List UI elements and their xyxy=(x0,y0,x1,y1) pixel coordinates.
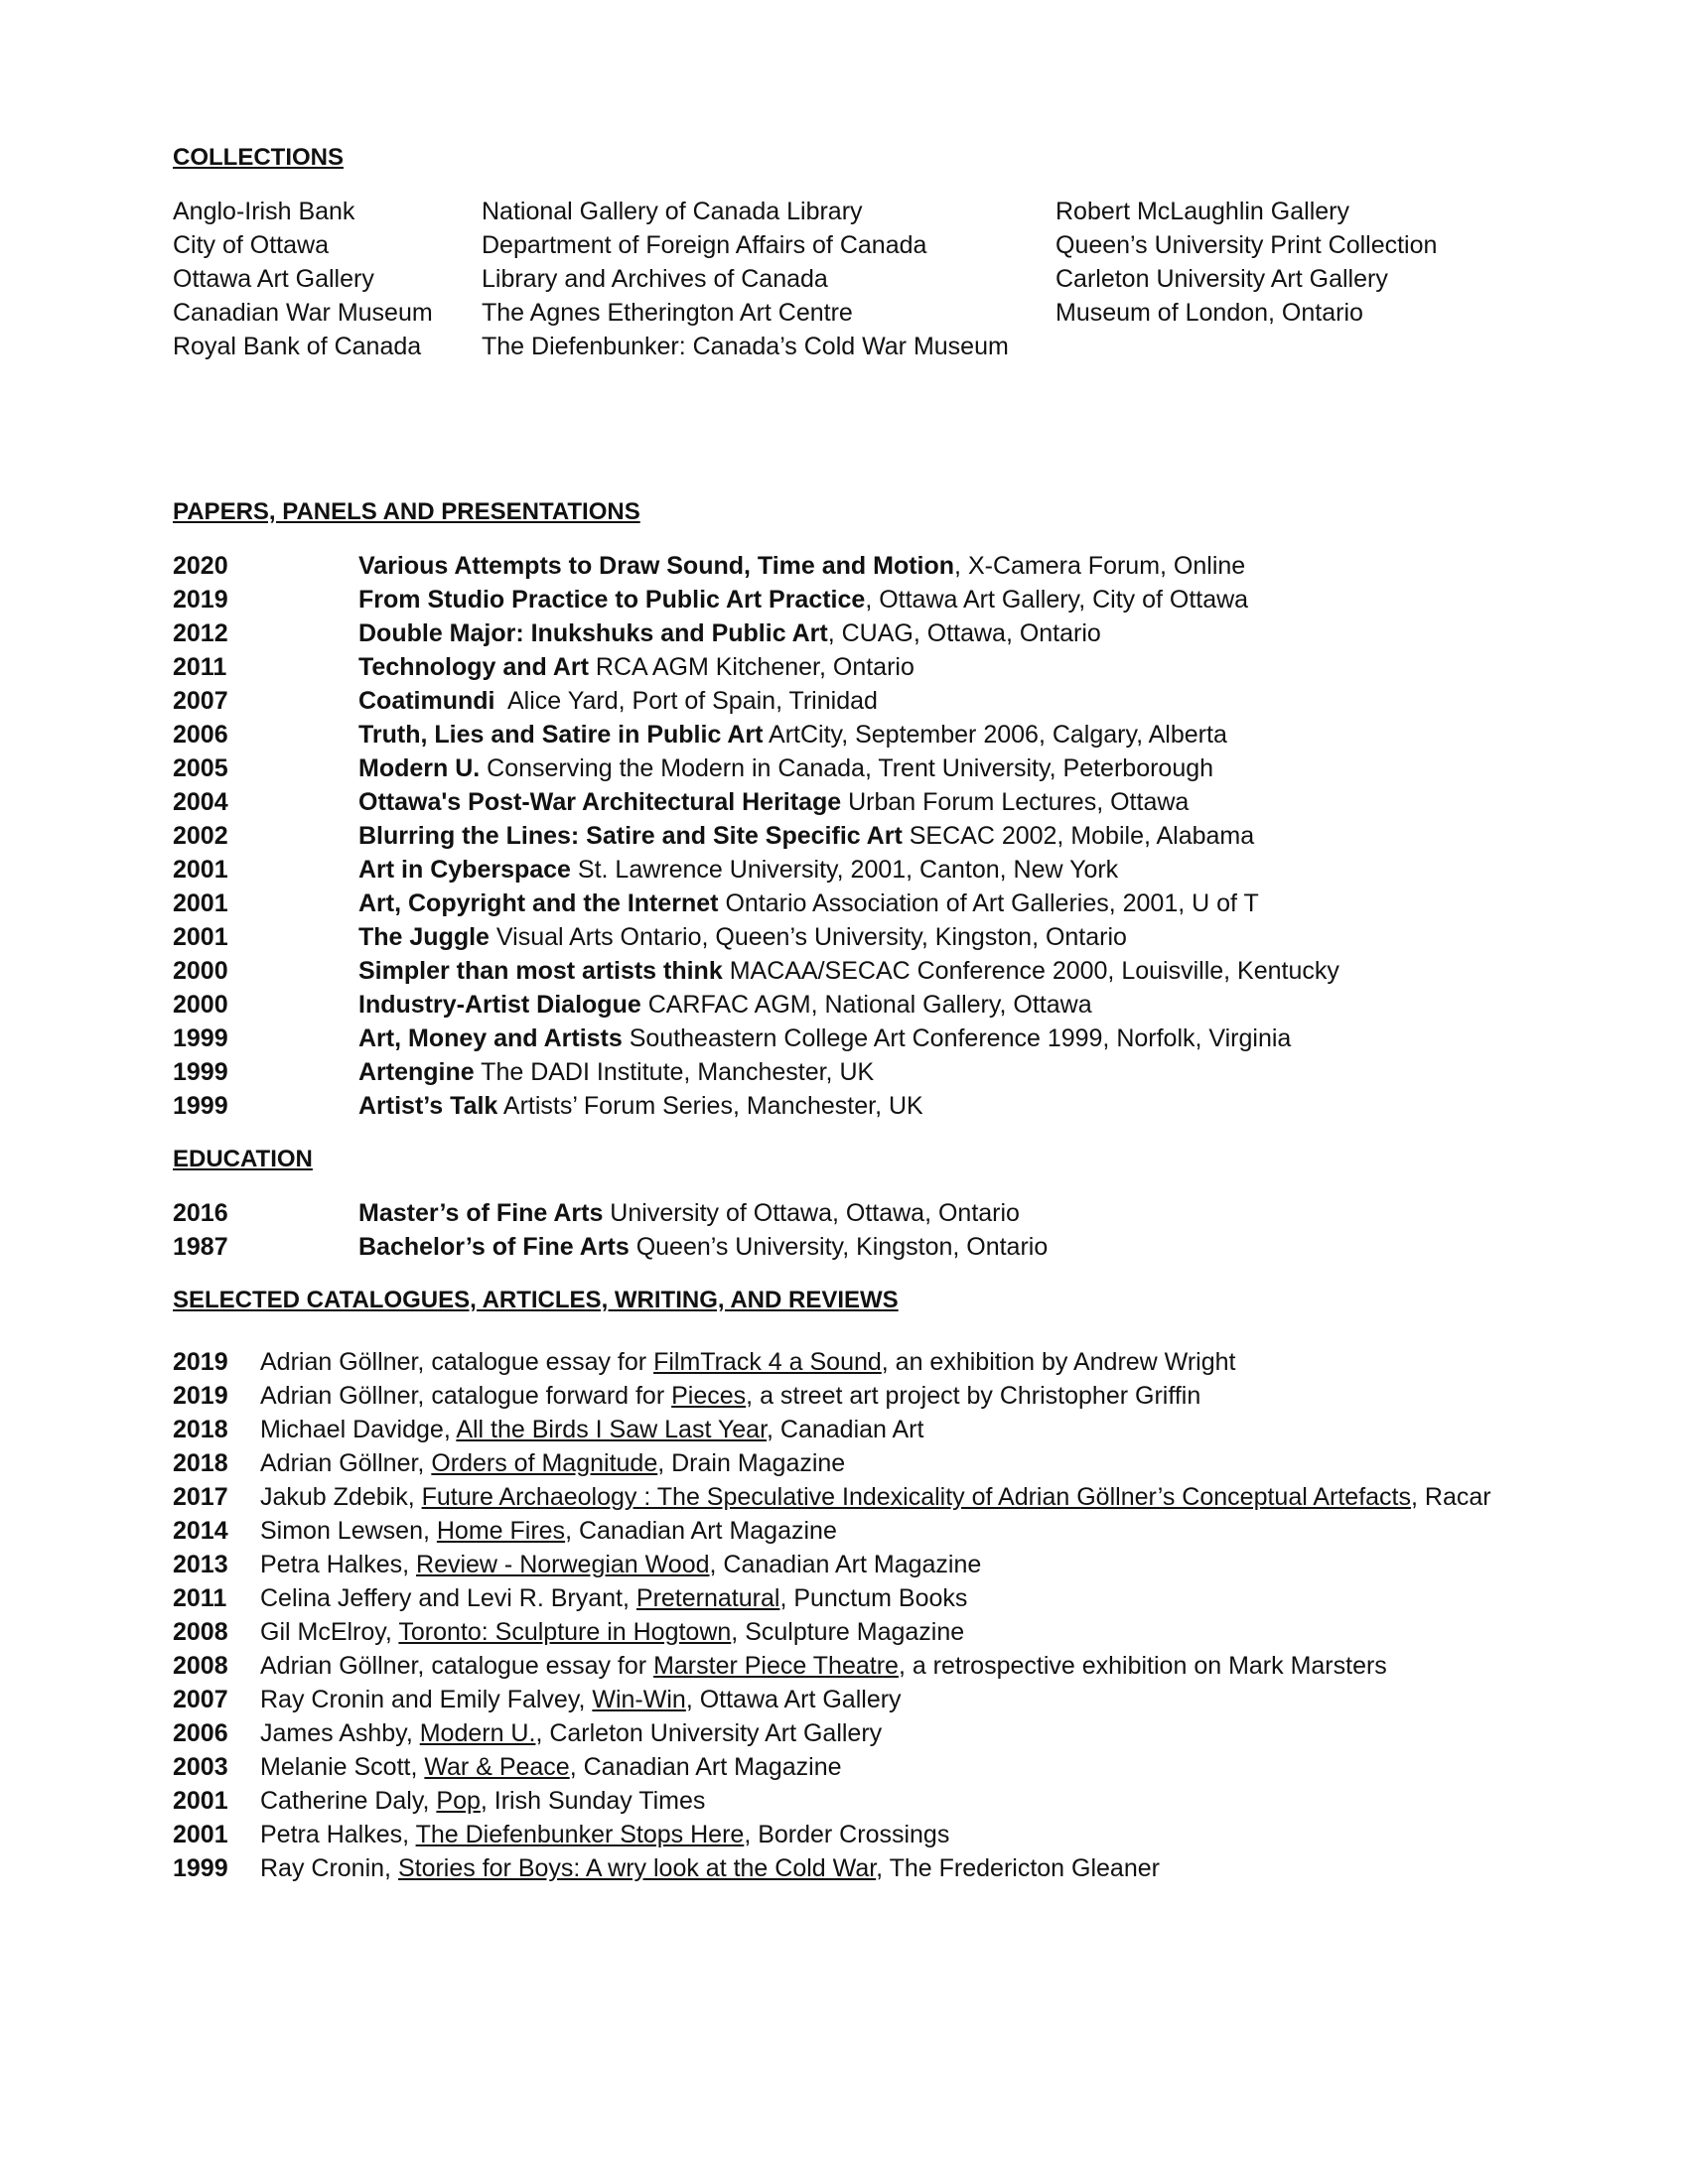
entry-year: 1999 xyxy=(173,1092,228,1120)
entry-source: , Punctum Books xyxy=(779,1584,968,1612)
entry-detail: Queen’s University, Kingston, Ontario xyxy=(629,1233,1049,1261)
entry-year: 2012 xyxy=(173,619,228,647)
education-row xyxy=(173,1230,1563,1264)
collection-item: Canadian War Museum xyxy=(173,299,433,327)
entry-detail: Artists’ Forum Series, Manchester, UK xyxy=(497,1092,923,1120)
publication-title: Pieces xyxy=(671,1382,747,1410)
entry-title: Technology and Art xyxy=(358,653,589,681)
entry-year: 2001 xyxy=(173,856,228,884)
catalogues-list xyxy=(173,1345,1563,1885)
entry-source: , Ottawa Art Gallery xyxy=(685,1686,902,1713)
presentation-row xyxy=(173,718,1563,751)
entry-title: Blurring the Lines: Satire and Site Specific Art xyxy=(358,822,903,850)
publication-title: Home Fires xyxy=(436,1517,566,1545)
entry-source: , a retrospective exhibition on Mark Marsters xyxy=(898,1652,1387,1680)
education-list xyxy=(173,1196,1563,1264)
entry-text xyxy=(358,583,1248,616)
entry-title: Art, Money and Artists xyxy=(358,1024,623,1052)
entry-title: Simpler than most artists think xyxy=(358,957,723,985)
papers-heading: PAPERS, PANELS AND PRESENTATIONS xyxy=(173,498,640,525)
collections-column xyxy=(173,195,433,363)
collection-item: Library and Archives of Canada xyxy=(482,265,828,293)
collections-column xyxy=(482,195,1009,363)
entry-text xyxy=(358,718,1227,751)
catalogue-row xyxy=(173,1446,1563,1480)
entry-year: 2005 xyxy=(173,754,228,782)
presentation-row xyxy=(173,1055,1563,1089)
entry-text xyxy=(358,1196,1020,1230)
entry-text xyxy=(260,1345,1235,1379)
presentation-row xyxy=(173,954,1563,988)
entry-year: 2014 xyxy=(173,1517,228,1545)
entry-detail: Ontario Association of Art Galleries, 2001, U of T xyxy=(718,889,1259,917)
entry-text xyxy=(358,751,1213,785)
entry-title: The Juggle xyxy=(358,923,490,951)
presentation-row xyxy=(173,819,1563,853)
publication-title: Pop xyxy=(436,1787,481,1815)
entry-source: , The Fredericton Gleaner xyxy=(876,1854,1160,1882)
collection-item: Robert McLaughlin Gallery xyxy=(1055,198,1349,225)
entry-source: , Canadian Art Magazine xyxy=(565,1517,837,1545)
catalogue-row xyxy=(173,1649,1563,1683)
entry-title: Artist’s Talk xyxy=(358,1092,498,1120)
entry-text xyxy=(358,954,1339,988)
catalogue-row xyxy=(173,1480,1563,1514)
entry-title: Art in Cyberspace xyxy=(358,856,571,884)
entry-text xyxy=(358,1230,1048,1264)
entry-title: Coatimundi xyxy=(358,687,495,715)
entry-text xyxy=(358,988,1092,1022)
entry-detail: RCA AGM Kitchener, Ontario xyxy=(588,653,914,681)
entry-detail: , X-Camera Forum, Online xyxy=(954,552,1246,580)
education-row xyxy=(173,1196,1563,1230)
collections-column xyxy=(1055,195,1437,330)
catalogues-heading: SELECTED CATALOGUES, ARTICLES, WRITING, AND REVIEWS xyxy=(173,1287,899,1313)
entry-text xyxy=(260,1851,1160,1885)
entry-detail: University of Ottawa, Ottawa, Ontario xyxy=(603,1199,1020,1227)
presentation-row xyxy=(173,988,1563,1022)
presentation-row xyxy=(173,853,1563,887)
entry-author: Simon Lewsen, xyxy=(260,1517,437,1545)
entry-year: 2001 xyxy=(173,889,228,917)
entry-text xyxy=(260,1750,842,1784)
collection-item: Anglo-Irish Bank xyxy=(173,198,355,225)
entry-author: Celina Jeffery and Levi R. Bryant, xyxy=(260,1584,636,1612)
entry-text xyxy=(358,616,1101,650)
entry-source: , Sculpture Magazine xyxy=(731,1618,965,1646)
collection-item: Museum of London, Ontario xyxy=(1055,299,1363,327)
entry-year: 2019 xyxy=(173,1382,228,1410)
entry-text xyxy=(260,1818,949,1851)
entry-year: 2006 xyxy=(173,1719,228,1747)
catalogue-row xyxy=(173,1514,1563,1548)
entry-author: Petra Halkes, xyxy=(260,1551,417,1578)
collections-heading: COLLECTIONS xyxy=(173,144,344,171)
entry-year: 2001 xyxy=(173,1821,228,1848)
entry-source: , Racar xyxy=(1411,1483,1491,1511)
entry-source: , Canadian Art xyxy=(767,1416,924,1443)
entry-year: 2002 xyxy=(173,822,228,850)
collection-item: Queen’s University Print Collection xyxy=(1055,231,1438,259)
entry-year: 2019 xyxy=(173,1348,228,1376)
entry-year: 1987 xyxy=(173,1233,228,1261)
presentation-row xyxy=(173,616,1563,650)
entry-year: 2000 xyxy=(173,991,228,1019)
entry-text xyxy=(260,1379,1200,1413)
entry-detail: Southeastern College Art Conference 1999, Norfolk, Virginia xyxy=(622,1024,1292,1052)
entry-year: 2004 xyxy=(173,788,228,816)
entry-detail: Conserving the Modern in Canada, Trent University, Peterborough xyxy=(480,754,1214,782)
entry-year: 2000 xyxy=(173,957,228,985)
entry-detail: SECAC 2002, Mobile, Alabama xyxy=(902,822,1255,850)
publication-title: Marster Piece Theatre xyxy=(653,1652,899,1680)
collection-item: Royal Bank of Canada xyxy=(173,333,422,360)
collection-item: Department of Foreign Affairs of Canada xyxy=(482,231,927,259)
entry-author: Adrian Göllner, catalogue forward for xyxy=(260,1382,672,1410)
entry-year: 1999 xyxy=(173,1854,228,1882)
catalogue-row xyxy=(173,1750,1563,1784)
entry-author: James Ashby, xyxy=(260,1719,420,1747)
publication-title: Preternatural xyxy=(635,1584,780,1612)
entry-source: , Drain Magazine xyxy=(657,1449,846,1477)
catalogue-row xyxy=(173,1413,1563,1446)
publication-title: FilmTrack 4 a Sound xyxy=(653,1348,882,1376)
catalogue-row xyxy=(173,1784,1563,1818)
entry-text xyxy=(358,819,1254,853)
entry-year: 2011 xyxy=(173,1584,227,1612)
entry-year: 2003 xyxy=(173,1753,228,1781)
catalogue-row xyxy=(173,1581,1563,1615)
entry-detail: MACAA/SECAC Conference 2000, Louisville, Kentucky xyxy=(722,957,1339,985)
entry-source: , Irish Sunday Times xyxy=(480,1787,706,1815)
entry-text xyxy=(358,549,1245,583)
entry-year: 2018 xyxy=(173,1449,228,1477)
entry-detail: St. Lawrence University, 2001, Canton, New York xyxy=(570,856,1119,884)
papers-list xyxy=(173,549,1563,1123)
entry-year: 2011 xyxy=(173,653,227,681)
collection-item: The Diefenbunker: Canada’s Cold War Museum xyxy=(482,333,1009,360)
entry-title: Industry-Artist Dialogue xyxy=(358,991,641,1019)
entry-text xyxy=(260,1615,964,1649)
entry-year: 2007 xyxy=(173,1686,228,1713)
catalogue-row xyxy=(173,1548,1563,1581)
publication-title: Future Archaeology : The Speculative Indexicality of Adrian Göllner’s Conceptual Artefacts xyxy=(421,1483,1411,1511)
catalogue-row xyxy=(173,1716,1563,1750)
entry-detail: Urban Forum Lectures, Ottawa xyxy=(841,788,1190,816)
entry-text xyxy=(260,1683,902,1716)
entry-year: 2008 xyxy=(173,1618,228,1646)
entry-year: 2008 xyxy=(173,1652,228,1680)
entry-author: Melanie Scott, xyxy=(260,1753,425,1781)
publication-title: Review - Norwegian Wood xyxy=(416,1551,710,1578)
entry-year: 2006 xyxy=(173,721,228,749)
entry-text xyxy=(358,920,1127,954)
education-heading: EDUCATION xyxy=(173,1146,313,1172)
entry-source: , Canadian Art Magazine xyxy=(569,1753,842,1781)
publication-title: Orders of Magnitude xyxy=(431,1449,658,1477)
entry-title: Art, Copyright and the Internet xyxy=(358,889,719,917)
entry-author: Ray Cronin, xyxy=(260,1854,398,1882)
entry-author: Adrian Göllner, xyxy=(260,1449,432,1477)
catalogue-row xyxy=(173,1379,1563,1413)
presentation-row xyxy=(173,887,1563,920)
entry-title: From Studio Practice to Public Art Practice xyxy=(358,586,866,614)
entry-year: 1999 xyxy=(173,1024,228,1052)
entry-source: , Carleton University Art Gallery xyxy=(535,1719,883,1747)
presentation-row xyxy=(173,1022,1563,1055)
entry-detail: , CUAG, Ottawa, Ontario xyxy=(827,619,1101,647)
entry-detail: The DADI Institute, Manchester, UK xyxy=(474,1058,875,1086)
entry-year: 2001 xyxy=(173,1787,228,1815)
entry-title: Truth, Lies and Satire in Public Art xyxy=(358,721,764,749)
entry-author: Adrian Göllner, catalogue essay for xyxy=(260,1652,654,1680)
entry-text xyxy=(358,1022,1291,1055)
entry-year: 2013 xyxy=(173,1551,228,1578)
entry-text xyxy=(260,1514,837,1548)
presentation-row xyxy=(173,583,1563,616)
entry-title: Bachelor’s of Fine Arts xyxy=(358,1233,630,1261)
entry-text xyxy=(260,1784,705,1818)
entry-source: , Border Crossings xyxy=(744,1821,950,1848)
collection-item: The Agnes Etherington Art Centre xyxy=(482,299,853,327)
entry-text xyxy=(358,1089,923,1123)
catalogue-row xyxy=(173,1818,1563,1851)
catalogue-row xyxy=(173,1345,1563,1379)
entry-text xyxy=(260,1413,923,1446)
publication-title: Modern U. xyxy=(419,1719,536,1747)
entry-title: Ottawa's Post-War Architectural Heritage xyxy=(358,788,842,816)
presentation-row xyxy=(173,684,1563,718)
entry-year: 1999 xyxy=(173,1058,228,1086)
presentation-row xyxy=(173,920,1563,954)
catalogue-row xyxy=(173,1615,1563,1649)
entry-text xyxy=(260,1446,845,1480)
entry-title: Artengine xyxy=(358,1058,475,1086)
entry-detail: Visual Arts Ontario, Queen’s University, Kingston, Ontario xyxy=(489,923,1127,951)
entry-author: Adrian Göllner, catalogue essay for xyxy=(260,1348,654,1376)
collection-item: City of Ottawa xyxy=(173,231,329,259)
entry-title: Modern U. xyxy=(358,754,481,782)
entry-detail: , Ottawa Art Gallery, City of Ottawa xyxy=(865,586,1249,614)
catalogue-row xyxy=(173,1683,1563,1716)
entry-author: Petra Halkes, xyxy=(260,1821,416,1848)
publication-title: The Diefenbunker Stops Here xyxy=(415,1821,745,1848)
entry-title: Various Attempts to Draw Sound, Time and Motion xyxy=(358,552,955,580)
entry-text xyxy=(358,684,878,718)
publication-title: All the Birds I Saw Last Year xyxy=(456,1416,768,1443)
entry-year: 2019 xyxy=(173,586,228,614)
entry-title: Double Major: Inukshuks and Public Art xyxy=(358,619,828,647)
entry-source: , Canadian Art Magazine xyxy=(709,1551,982,1578)
presentation-row xyxy=(173,650,1563,684)
entry-text xyxy=(358,887,1259,920)
entry-year: 2017 xyxy=(173,1483,228,1511)
presentation-row xyxy=(173,785,1563,819)
collection-item: Ottawa Art Gallery xyxy=(173,265,374,293)
entry-author: Gil McElroy, xyxy=(260,1618,399,1646)
entry-year: 2016 xyxy=(173,1199,228,1227)
entry-title: Master’s of Fine Arts xyxy=(358,1199,604,1227)
presentation-row xyxy=(173,1089,1563,1123)
entry-text xyxy=(260,1716,882,1750)
entry-text xyxy=(260,1649,1387,1683)
entry-source: , a street art project by Christopher Griffin xyxy=(746,1382,1201,1410)
entry-detail: Alice Yard, Port of Spain, Trinidad xyxy=(494,687,878,715)
entry-year: 2001 xyxy=(173,923,228,951)
entry-year: 2020 xyxy=(173,552,228,580)
presentation-row xyxy=(173,751,1563,785)
entry-text xyxy=(260,1548,981,1581)
entry-text xyxy=(260,1480,1491,1514)
entry-text xyxy=(260,1581,967,1615)
collection-item: Carleton University Art Gallery xyxy=(1055,265,1388,293)
publication-title: Win-Win xyxy=(592,1686,686,1713)
entry-text xyxy=(358,650,914,684)
entry-text xyxy=(358,785,1189,819)
entry-author: Catherine Daly, xyxy=(260,1787,437,1815)
entry-author: Michael Davidge, xyxy=(260,1416,457,1443)
entry-text xyxy=(358,853,1118,887)
cv-page xyxy=(173,141,1563,1885)
entry-text xyxy=(358,1055,874,1089)
publication-title: Stories for Boys: A wry look at the Cold War xyxy=(397,1854,877,1882)
presentation-row xyxy=(173,549,1563,583)
collections-table xyxy=(173,195,1563,363)
entry-source: , an exhibition by Andrew Wright xyxy=(881,1348,1236,1376)
publication-title: Toronto: Sculpture in Hogtown xyxy=(398,1618,732,1646)
entry-author: Ray Cronin and Emily Falvey, xyxy=(260,1686,593,1713)
catalogue-row xyxy=(173,1851,1563,1885)
entry-author: Jakub Zdebik, xyxy=(260,1483,422,1511)
publication-title: War & Peace xyxy=(424,1753,570,1781)
entry-year: 2018 xyxy=(173,1416,228,1443)
entry-detail: CARFAC AGM, National Gallery, Ottawa xyxy=(640,991,1092,1019)
collection-item: National Gallery of Canada Library xyxy=(482,198,863,225)
entry-year: 2007 xyxy=(173,687,228,715)
entry-detail: ArtCity, September 2006, Calgary, Alberta xyxy=(763,721,1227,749)
